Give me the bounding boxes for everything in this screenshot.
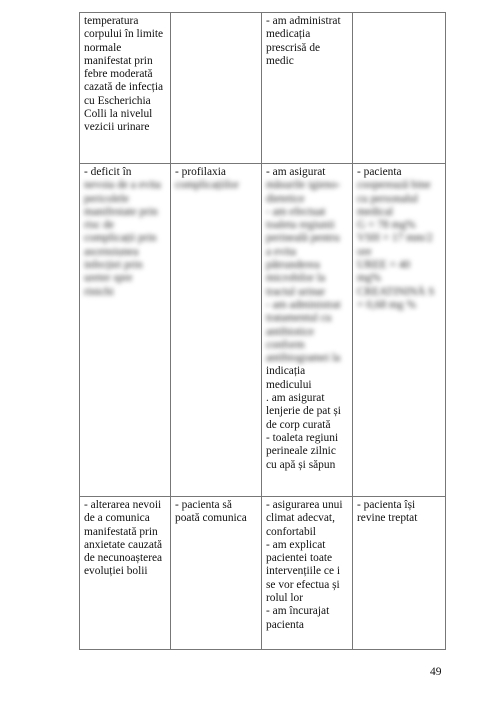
- cell-text-line: de necunoașterea: [84, 552, 163, 565]
- cell-text-line: microbilor la: [266, 272, 326, 285]
- cell-text-line: - deficit în: [84, 166, 132, 178]
- cell-text-line: rinichi: [84, 285, 114, 298]
- cell-text-line: - am încurajat: [266, 605, 330, 618]
- cell-text-line: climat adecvat,: [266, 512, 335, 525]
- cell-text-line: toaleta regiunii: [266, 219, 335, 232]
- cell-text-line: prescrisă de: [266, 41, 321, 54]
- cell-text-line: perineale zilnic: [266, 445, 336, 458]
- cell-text-line: tractul urinar: [266, 285, 326, 298]
- cell-text-line: CREATININĂ S: [357, 285, 435, 298]
- cell-text-line: cu apă și săpun: [266, 458, 336, 471]
- cell-text-line: mg%: [357, 272, 382, 285]
- cell-text-line: dietetice: [266, 192, 305, 205]
- cell-text-line: manifestată prin: [84, 525, 158, 538]
- problem-cell: [80, 497, 171, 650]
- cell-text-line: - pacienta: [357, 166, 402, 178]
- cell-text-line: medic: [266, 54, 294, 67]
- cell-text-line: pacientei toate: [266, 552, 333, 565]
- interventions-cell: [262, 497, 353, 650]
- cell-text-line: lenjerie de pat și: [266, 405, 341, 418]
- cell-text-line: antibiogramei la: [266, 352, 341, 365]
- cell-text-line: antibiotice: [266, 325, 315, 338]
- cell-text-line: G = 78 mg%: [357, 219, 416, 232]
- cell-text-line: de a comunica: [84, 512, 150, 525]
- interventions-cell: [262, 13, 353, 164]
- evaluation-cell: [353, 13, 446, 164]
- cell-text-line: rolul lor: [266, 592, 304, 605]
- cell-text-line: complicațiilor: [175, 179, 239, 192]
- cell-text-line: cooperează bine: [357, 179, 431, 192]
- cell-text-line: - pacienta să: [175, 499, 232, 511]
- cell-text-line: - profilaxia: [175, 166, 226, 178]
- cell-text-line: cu Escherichia: [84, 94, 151, 107]
- cell-text-line: Colli la nivelul: [84, 108, 153, 121]
- care-plan-table: [79, 12, 446, 650]
- cell-text-line: intervențiile ce i: [266, 565, 341, 578]
- cell-text-line: - toaleta regiuni: [266, 431, 339, 444]
- cell-text-line: conform: [266, 338, 305, 351]
- cell-text-line: măsurile igieno-: [266, 179, 341, 192]
- cell-text-line: de corp curată: [266, 418, 331, 431]
- cell-text-line: a evita: [266, 245, 297, 258]
- table-row: [80, 497, 446, 650]
- cell-text-line: nevoia de a evita: [84, 179, 161, 192]
- cell-text-line: ureter spre: [84, 272, 133, 285]
- cell-text-line: medicului: [266, 378, 312, 391]
- interventions-blurred: [266, 166, 348, 365]
- cell-text-line: - alterarea nevoii: [84, 499, 162, 511]
- objective-cell: [171, 164, 262, 497]
- cell-text-line: infecției prin: [84, 259, 143, 272]
- cell-text-line: VSH = 17 mm/2: [357, 232, 433, 245]
- cell-text-line: - am administrat: [266, 298, 341, 311]
- cell-text-line: pericolele: [84, 192, 129, 205]
- cell-text-line: vezicii urinare: [84, 121, 150, 134]
- cell-text-line: medicația: [266, 28, 311, 41]
- cell-text-line: - asigurarea unui: [266, 499, 343, 511]
- cell-text-line: pătrunderea: [266, 259, 320, 272]
- cell-text-line: complicații prin: [84, 232, 157, 245]
- interventions-visible: [266, 365, 348, 471]
- cell-text-line: anxietate cauzată: [84, 538, 163, 551]
- cell-text-line: febre moderată: [84, 68, 153, 81]
- objective-cell: [171, 497, 262, 650]
- cell-text-line: indicația: [266, 365, 306, 378]
- cell-text-line: perineală pentru: [266, 232, 340, 245]
- cell-text-line: tratamentul cu: [266, 312, 332, 325]
- cell-text-line: ore: [357, 245, 372, 258]
- cell-text-line: confortabil: [266, 525, 316, 538]
- problem-cell: [80, 13, 171, 164]
- cell-text-line: pacienta: [266, 618, 304, 631]
- cell-text-line: cu personalul: [357, 192, 419, 205]
- cell-text-line: - pacienta își: [357, 499, 416, 511]
- cell-text-line: poată comunica: [175, 512, 247, 525]
- evaluation-cell: [353, 497, 446, 650]
- cell-text-line: ascensiunea: [84, 245, 139, 258]
- cell-text-line: UREE = 40: [357, 259, 411, 272]
- page-number: 49: [430, 666, 442, 678]
- cell-text-line: - am administrat: [266, 15, 341, 27]
- cell-text-line: normale: [84, 41, 122, 54]
- cell-text-line: . am asigurat: [266, 392, 325, 405]
- cell-text-line: = 0,68 mg %: [357, 298, 416, 311]
- cell-text-line: medical: [357, 205, 394, 218]
- table-row: [80, 13, 446, 164]
- table-row: [80, 164, 446, 497]
- cell-text-line: - am explicat: [266, 538, 326, 551]
- cell-text-line: risc de: [84, 219, 115, 232]
- objective-cell: [171, 13, 262, 164]
- cell-text-line: manifestat prin: [84, 54, 153, 67]
- cell-text-line: corpului în limite: [84, 28, 164, 41]
- problem-cell: [80, 164, 171, 497]
- cell-text-line: se vor efectua și: [266, 578, 340, 591]
- cell-text-line: evoluției bolii: [84, 565, 148, 578]
- evaluation-cell: [353, 164, 446, 497]
- cell-text-line: revine treptat: [357, 512, 418, 525]
- cell-text-line: temperatura: [84, 15, 139, 27]
- cell-text-line: manifestate prin: [84, 205, 158, 218]
- cell-text-line: - am efectuat: [266, 205, 326, 218]
- interventions-cell: [262, 164, 353, 497]
- cell-text-line: cazată de infecția: [84, 81, 164, 94]
- cell-text-line: - am asigurat: [266, 166, 326, 178]
